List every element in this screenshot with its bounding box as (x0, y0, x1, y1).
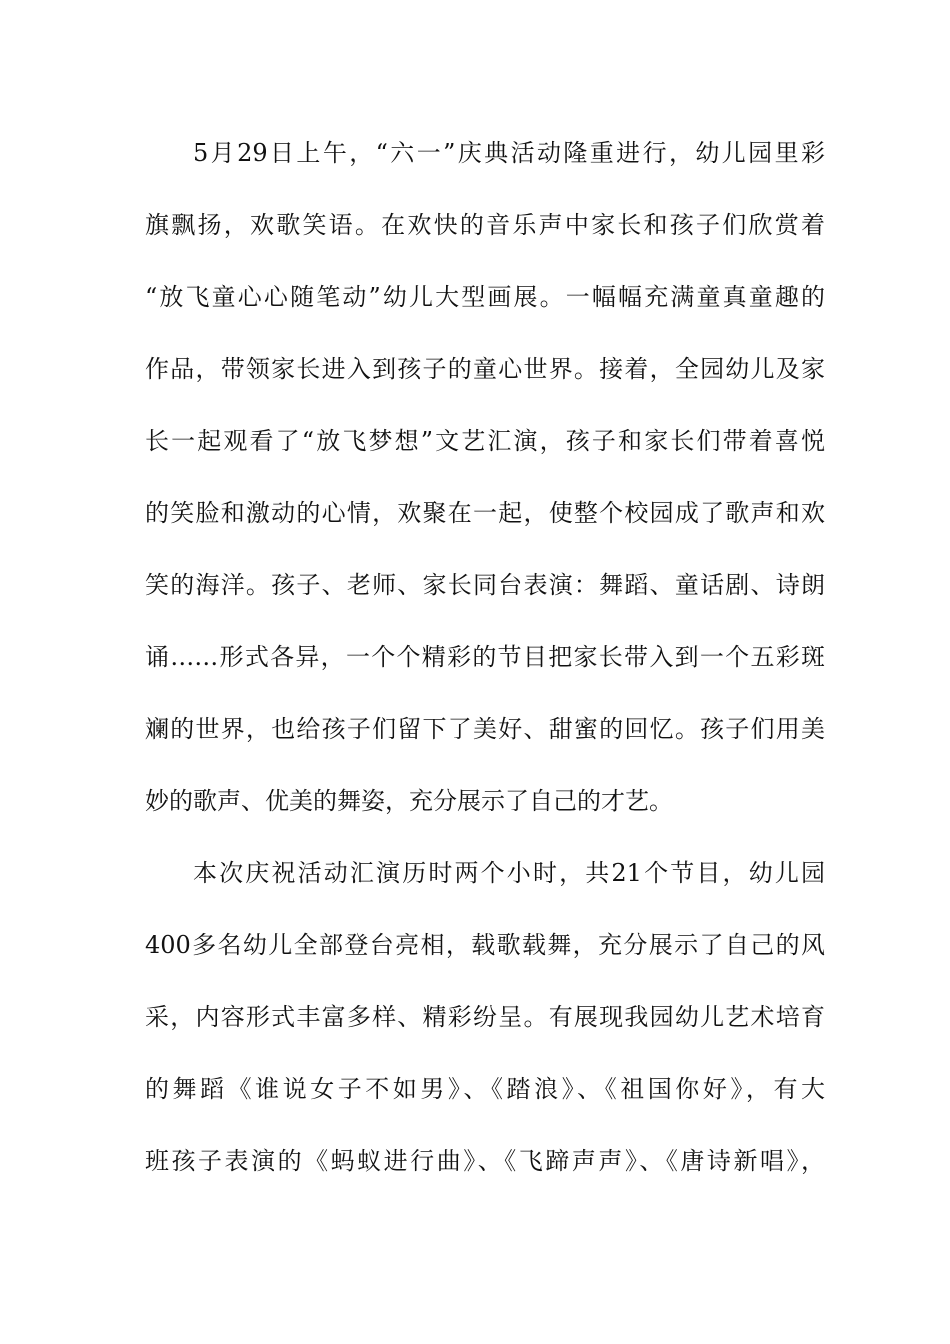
paragraph-2-line-4: 的舞蹈《谁说女子不如男》、《踏浪》、《祖国你好》，有大 (145, 1075, 825, 1103)
paragraph-1-line-5: 长一起观看了“放飞梦想”文艺汇演，孩子和家长们带着喜悦 (145, 427, 825, 455)
paragraph-1-line-7: 笑的海洋。孩子、老师、家长同台表演：舞蹈、童话剧、诗朗 (145, 571, 825, 599)
paragraph-2-line-5: 班孩子表演的《蚂蚁进行曲》、《飞蹄声声》、《唐诗新唱》， (145, 1147, 825, 1175)
paragraph-1-line-4: 作品，带领家长进入到孩子的童心世界。接着，全园幼儿及家 (145, 355, 825, 383)
paragraph-1-line-3: “放飞童心心随笔动”幼儿大型画展。一幅幅充满童真童趣的 (145, 283, 825, 311)
paragraph-1-line-2: 旗飘扬，欢歌笑语。在欢快的音乐声中家长和孩子们欣赏着 (145, 211, 825, 239)
paragraph-1-line-10: 妙的歌声、优美的舞姿，充分展示了自己的才艺。 (145, 787, 673, 815)
paragraph-2-line-2: 400多名幼儿全部登台亮相，载歌载舞，充分展示了自己的风 (145, 931, 825, 959)
paragraph-2-line-1: 本次庆祝活动汇演历时两个小时，共21个节目，幼儿园 (193, 859, 825, 887)
paragraph-1-line-1: 5月29日上午，“六一”庆典活动隆重进行，幼儿园里彩 (193, 139, 825, 167)
paragraph-1-line-9: 斓的世界，也给孩子们留下了美好、甜蜜的回忆。孩子们用美 (145, 715, 825, 743)
paragraph-1-line-8: 诵……形式各异，一个个精彩的节目把家长带入到一个五彩斑 (145, 643, 825, 671)
paragraph-1-line-6: 的笑脸和激动的心情，欢聚在一起，使整个校园成了歌声和欢 (145, 499, 825, 527)
paragraph-2-line-3: 采，内容形式丰富多样、精彩纷呈。有展现我园幼儿艺术培育 (145, 1003, 825, 1031)
